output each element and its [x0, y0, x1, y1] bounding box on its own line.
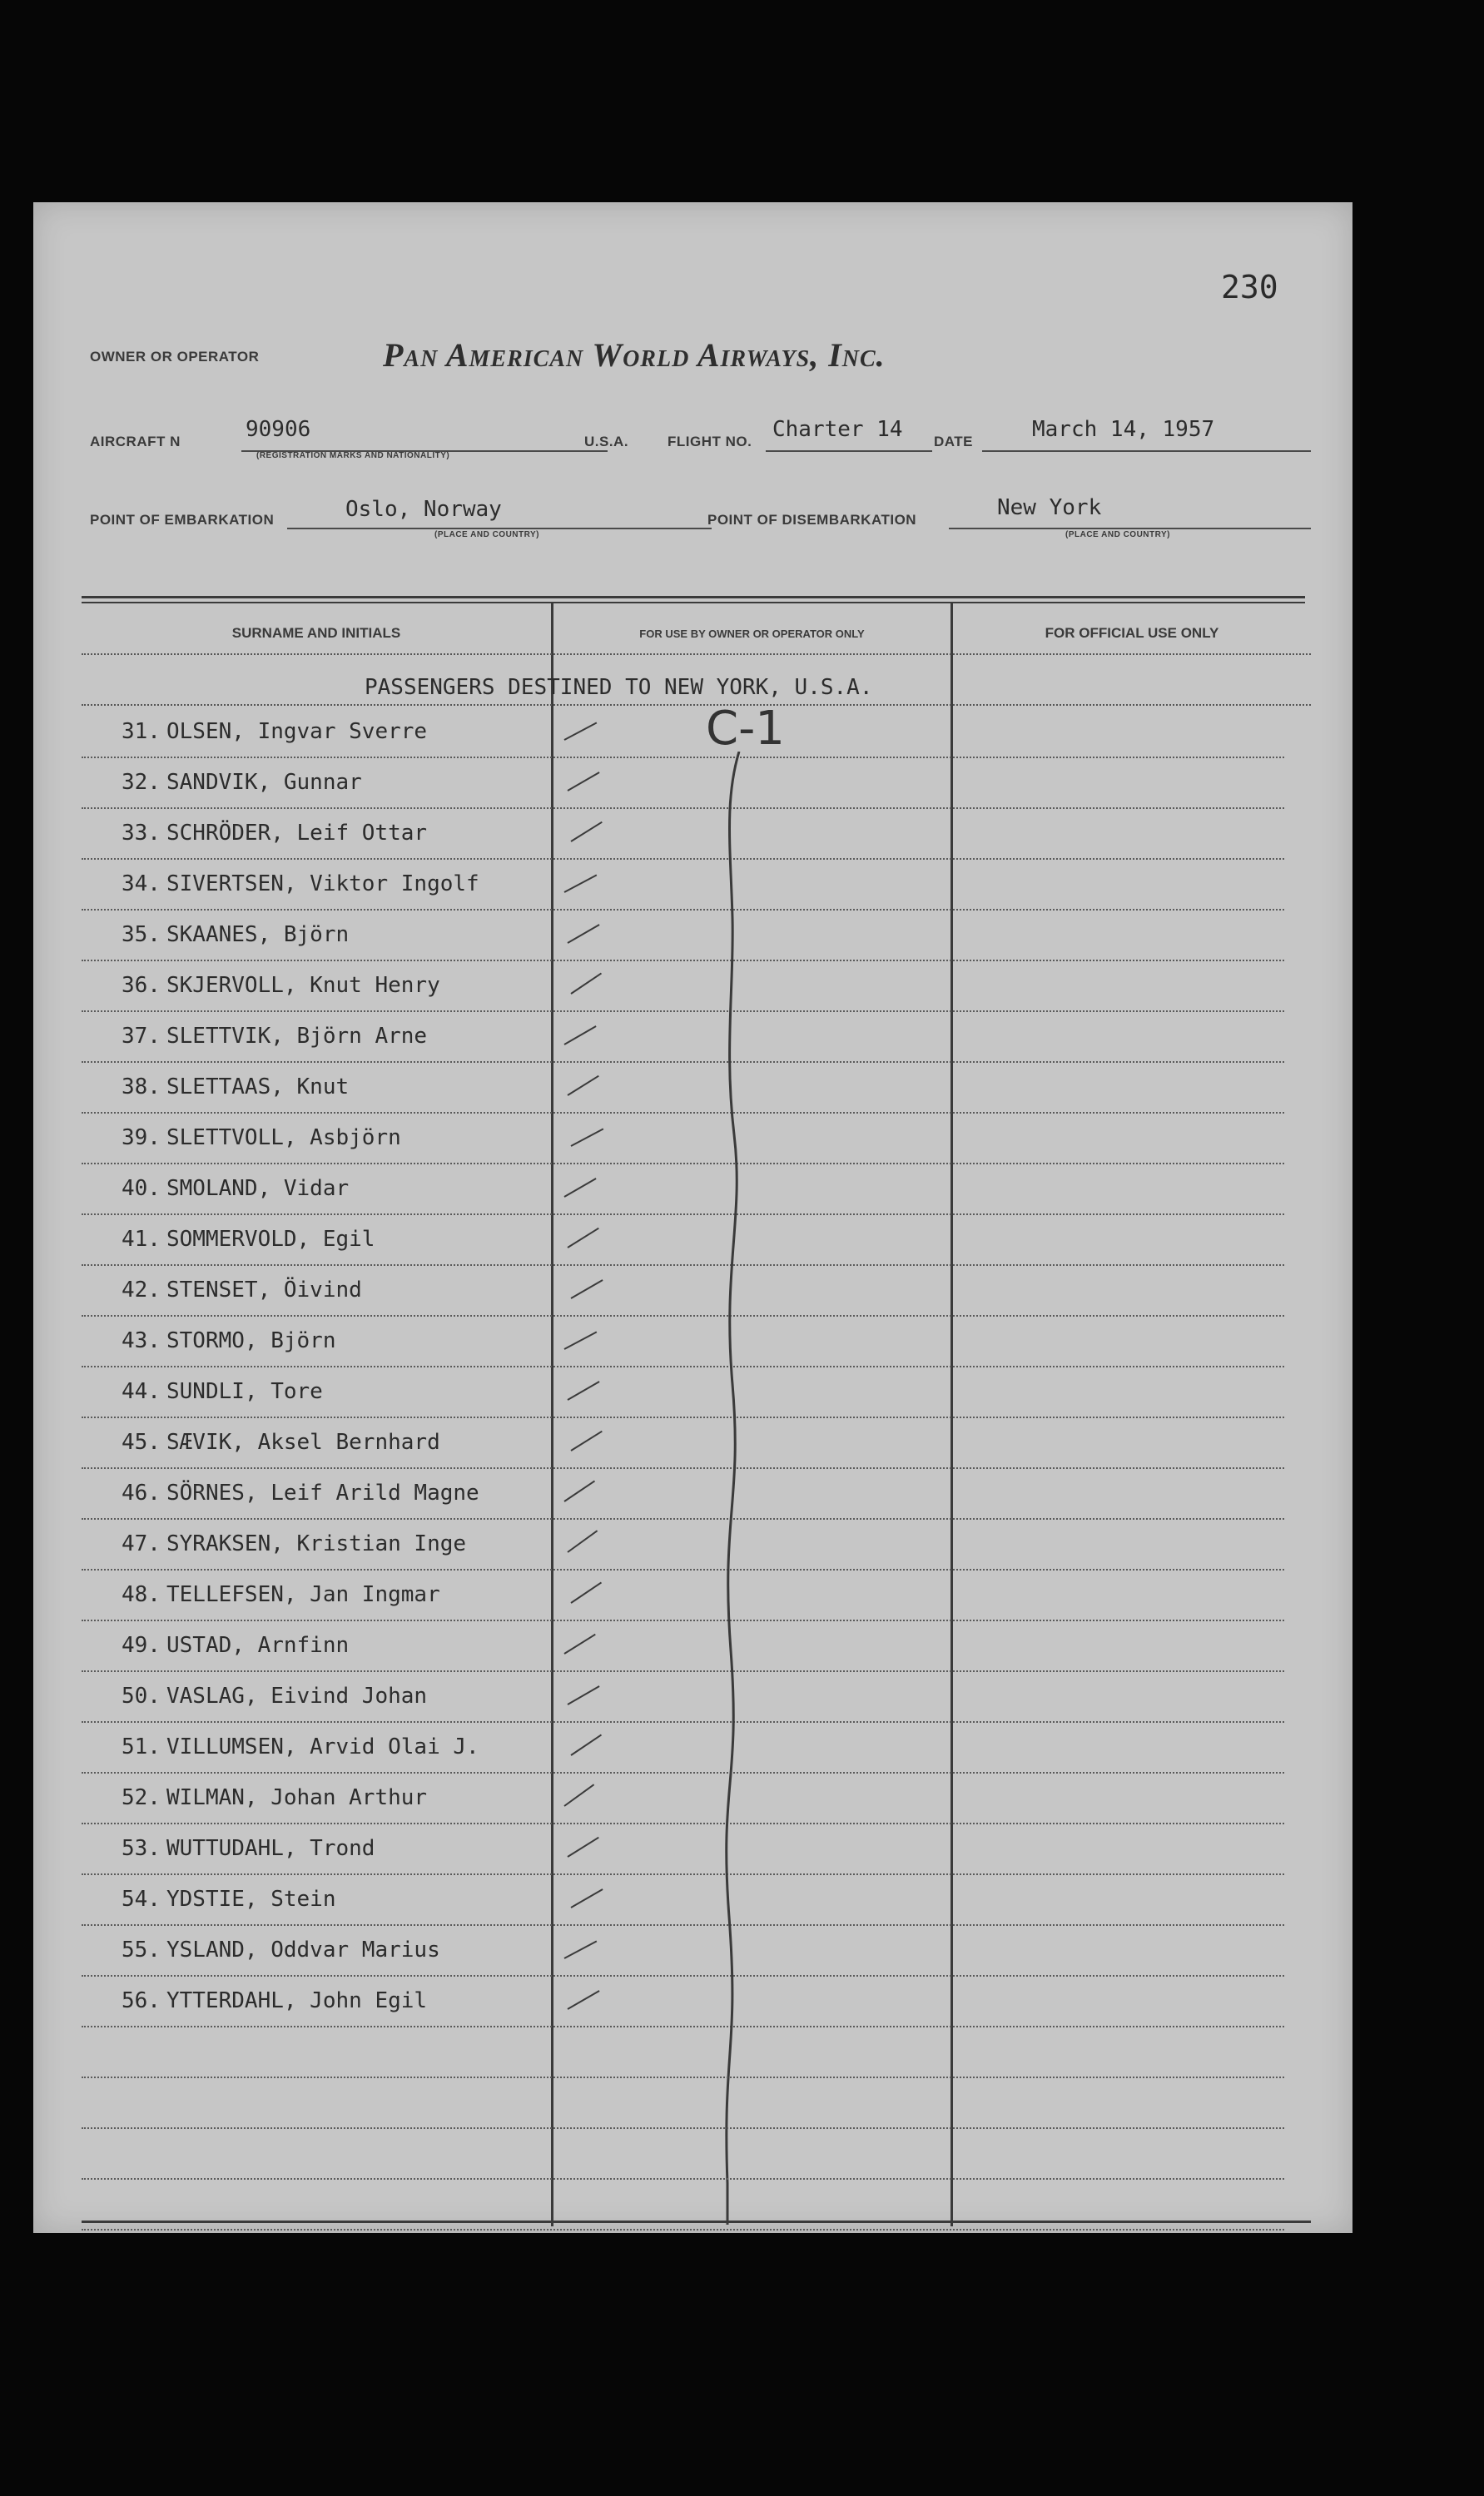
passenger-row: [82, 1975, 1284, 2027]
passenger-number: 51.: [122, 1734, 161, 1759]
check-mark: [571, 1128, 604, 1146]
passenger-name: SOMMERVOLD, Egil: [166, 1227, 375, 1252]
check-mark: [564, 1178, 597, 1198]
disembarkation-label: POINT OF DISEMBARKATION: [707, 512, 917, 528]
passenger-number: 48.: [122, 1582, 161, 1607]
passenger-number: 41.: [122, 1227, 161, 1252]
passenger-row: [82, 1315, 1284, 1367]
passenger-name: VASLAG, Eivind Johan: [166, 1684, 428, 1709]
passenger-row: [82, 1670, 1284, 1723]
passenger-row: [82, 858, 1284, 911]
check-mark: [571, 1279, 603, 1299]
passenger-row: [82, 1264, 1284, 1317]
place-country-note-2: (PLACE AND COUNTRY): [1065, 530, 1170, 539]
passenger-row: [82, 1873, 1284, 1926]
passenger-number: 46.: [122, 1481, 161, 1506]
passenger-row: [82, 1467, 1284, 1520]
check-mark: [568, 1685, 600, 1705]
passenger-number: 49.: [122, 1633, 161, 1658]
blank-row: [82, 2077, 1284, 2129]
table-bottom-rule: [82, 2221, 1311, 2223]
flight-no-label: FLIGHT NO.: [668, 434, 752, 449]
check-mark: [568, 1990, 600, 2010]
passenger-number: 50.: [122, 1684, 161, 1709]
passenger-row: [82, 1163, 1284, 1215]
passenger-name: WILMAN, Johan Arthur: [166, 1785, 428, 1810]
registration-note: (REGISTRATION MARKS AND NATIONALITY): [256, 451, 450, 460]
passenger-row: [82, 909, 1284, 961]
passenger-number: 53.: [122, 1836, 161, 1861]
passenger-row: [82, 1518, 1284, 1571]
check-mark: [564, 1025, 597, 1045]
passenger-row: [82, 1061, 1284, 1114]
passenger-number: 31.: [122, 719, 161, 744]
passenger-row: [82, 1112, 1284, 1164]
usa-label: U.S.A.: [584, 434, 629, 449]
passenger-name: SMOLAND, Vidar: [166, 1176, 350, 1201]
passenger-row: [82, 1772, 1284, 1824]
aircraft-number: 90906: [246, 417, 311, 442]
passenger-name: SKJERVOLL, Knut Henry: [166, 973, 440, 998]
passenger-row: [82, 1366, 1284, 1418]
passenger-row: [82, 1010, 1284, 1063]
check-mark: [570, 1734, 602, 1756]
passenger-number: 42.: [122, 1278, 161, 1303]
passenger-row: [82, 1924, 1284, 1977]
embarkation-place: Oslo, Norway: [345, 497, 502, 522]
passenger-name: SLETTVIK, Björn Arne: [166, 1024, 428, 1049]
passenger-number: 55.: [122, 1938, 161, 1963]
passenger-number: 35.: [122, 922, 161, 947]
manifest-sheet: [33, 202, 1352, 2233]
check-mark: [567, 1228, 598, 1248]
passenger-name: STORMO, Björn: [166, 1328, 336, 1353]
disembarkation-place: New York: [997, 495, 1102, 520]
column-header-surname: SURNAME AND INITIALS: [231, 625, 401, 641]
table-top-rule-1: [82, 596, 1305, 598]
company-name: Pan American World Airways, Inc.: [383, 336, 886, 374]
check-mark: [568, 772, 600, 791]
passenger-row: [82, 757, 1284, 809]
passenger-number: 56.: [122, 1988, 161, 2013]
check-mark: [567, 1075, 598, 1096]
passenger-number: 52.: [122, 1785, 161, 1810]
passenger-number: 44.: [122, 1379, 161, 1404]
passenger-number: 39.: [122, 1125, 161, 1150]
passenger-row: [82, 807, 1284, 860]
passenger-name: USTAD, Arnfinn: [166, 1633, 350, 1658]
check-mark: [570, 821, 602, 842]
passenger-name: YTTERDAHL, John Egil: [166, 1988, 428, 2013]
passenger-name: STENSET, Öivind: [166, 1278, 362, 1303]
passenger-row: [82, 1620, 1284, 1672]
passenger-number: 34.: [122, 871, 161, 896]
embarkation-label: POINT OF EMBARKATION: [90, 512, 275, 528]
date-label: DATE: [934, 434, 974, 449]
passenger-name: OLSEN, Ingvar Sverre: [166, 719, 428, 744]
passenger-name: YSLAND, Oddvar Marius: [166, 1938, 440, 1963]
section-heading: PASSENGERS DESTINED TO NEW YORK, U.S.A.: [365, 675, 873, 700]
passenger-name: TELLEFSEN, Jan Ingmar: [166, 1582, 440, 1607]
passenger-number: 36.: [122, 973, 161, 998]
passenger-number: 37.: [122, 1024, 161, 1049]
passenger-number: 54.: [122, 1887, 161, 1912]
header-underline: [82, 653, 1311, 655]
column-header-official: FOR OFFICIAL USE ONLY: [1045, 625, 1219, 641]
check-mark: [563, 1481, 595, 1502]
handwritten-annotation: C-1: [706, 702, 785, 756]
check-mark: [568, 924, 600, 944]
column-header-operator: FOR USE BY OWNER OR OPERATOR ONLY: [639, 628, 865, 640]
passenger-row: [82, 1417, 1284, 1469]
check-mark: [564, 1331, 598, 1349]
passenger-name: SÆVIK, Aksel Bernhard: [166, 1430, 440, 1455]
passenger-number: 32.: [122, 770, 161, 795]
passenger-name: SKAANES, Björn: [166, 922, 350, 947]
passenger-name: YDSTIE, Stein: [166, 1887, 336, 1912]
page-number: 230: [1221, 269, 1278, 305]
aircraft-label: AIRCRAFT N: [90, 434, 181, 449]
blank-row: [82, 2026, 1284, 2078]
check-mark: [568, 1381, 600, 1401]
passenger-name: WUTTUDAHL, Trond: [166, 1836, 375, 1861]
check-mark: [567, 1837, 598, 1858]
owner-operator-label: OWNER OR OPERATOR: [90, 349, 260, 365]
passenger-number: 38.: [122, 1074, 161, 1099]
disembarkation-line: [949, 519, 1311, 529]
passenger-number: 43.: [122, 1328, 161, 1353]
check-mark: [564, 874, 598, 892]
handwritten-line: [699, 752, 757, 2250]
place-country-note-1: (PLACE AND COUNTRY): [434, 530, 539, 539]
passenger-row: [82, 960, 1284, 1012]
passenger-row: [82, 1823, 1284, 1875]
check-mark: [563, 1784, 594, 1806]
passenger-row: [82, 706, 1284, 758]
passenger-name: SANDVIK, Gunnar: [166, 770, 362, 795]
flight-number: Charter 14: [772, 417, 903, 442]
passenger-number: 45.: [122, 1430, 161, 1455]
check-mark: [564, 1940, 598, 1958]
passenger-row: [82, 1721, 1284, 1774]
passenger-number: 40.: [122, 1176, 161, 1201]
check-mark: [570, 1582, 602, 1604]
date-line: [982, 442, 1311, 452]
check-mark: [570, 973, 602, 995]
check-mark: [563, 1634, 595, 1655]
check-mark: [564, 722, 598, 740]
flight-line: [766, 442, 932, 452]
passenger-number: 33.: [122, 821, 161, 846]
flight-date: March 14, 1957: [1032, 417, 1215, 442]
check-mark: [567, 1530, 598, 1552]
passenger-name: SÖRNES, Leif Arild Magne: [166, 1481, 479, 1506]
check-mark: [571, 1888, 603, 1908]
passenger-name: SCHRÖDER, Leif Ottar: [166, 821, 428, 846]
passenger-name: SUNDLI, Tore: [166, 1379, 323, 1404]
passenger-row: [82, 1569, 1284, 1621]
passenger-number: 47.: [122, 1531, 161, 1556]
check-mark: [570, 1431, 602, 1451]
passenger-row: [82, 1213, 1284, 1266]
passenger-name: VILLUMSEN, Arvid Olai J.: [166, 1734, 479, 1759]
passenger-name: SLETTAAS, Knut: [166, 1074, 350, 1099]
passenger-name: SIVERTSEN, Viktor Ingolf: [166, 871, 479, 896]
passenger-name: SLETTVOLL, Asbjörn: [166, 1125, 401, 1150]
passenger-name: SYRAKSEN, Kristian Inge: [166, 1531, 467, 1556]
table-top-rule-2: [82, 602, 1305, 603]
blank-row: [82, 2127, 1284, 2180]
